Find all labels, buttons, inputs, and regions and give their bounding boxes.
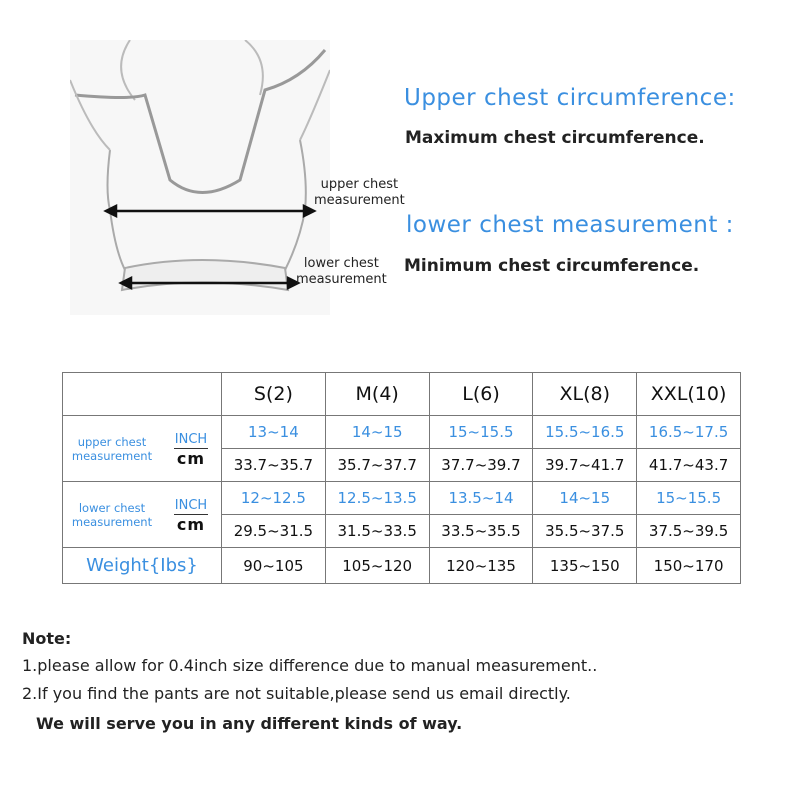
label-line: lower chest (78, 500, 146, 515)
table-row-upper-inch (63, 416, 741, 449)
lower-chest-row-label (63, 482, 162, 548)
note-title: Note: (22, 629, 72, 648)
table-cell: 135~150 (533, 548, 637, 584)
unit-inch: INCH (174, 498, 208, 513)
corner-cell (63, 373, 222, 416)
lower-chest-label (296, 256, 387, 288)
label-line: measurement (71, 514, 153, 529)
label-line: upper chest (77, 434, 147, 449)
label-line: lower chest (303, 256, 379, 271)
table-cell: 41.7~43.7 (637, 449, 741, 482)
label-line: measurement (71, 448, 153, 463)
label-line: measurement (296, 272, 387, 287)
table-cell: 90~105 (222, 548, 326, 584)
size-header: L(6) (429, 373, 533, 416)
upper-chest-desc: Maximum chest circumference. (405, 128, 705, 148)
table-cell: 12.5~13.5 (325, 482, 429, 515)
weight-row-label: Weight{Ibs} (63, 548, 222, 584)
size-header: M(4) (325, 373, 429, 416)
table-cell: 150~170 (637, 548, 741, 584)
table-cell: 35.7~37.7 (325, 449, 429, 482)
table-cell: 12~12.5 (222, 482, 326, 515)
table-cell: 120~135 (429, 548, 533, 584)
table-cell: 16.5~17.5 (637, 416, 741, 449)
table-cell: 13~14 (222, 416, 326, 449)
table-cell: 35.5~37.5 (533, 515, 637, 548)
unit-cm: cm (176, 449, 206, 468)
table-cell: 33.7~35.7 (222, 449, 326, 482)
sports-bra-sketch-illustration (70, 40, 330, 315)
label-line: measurement (314, 193, 405, 208)
table-cell: 105~120 (325, 548, 429, 584)
table-cell: 39.7~41.7 (533, 449, 637, 482)
table-cell: 37.5~39.5 (637, 515, 741, 548)
table-cell: 13.5~14 (429, 482, 533, 515)
upper-chest-label (314, 177, 405, 209)
table-cell: 15.5~16.5 (533, 416, 637, 449)
table-cell: 31.5~33.5 (325, 515, 429, 548)
table-row-lower-inch (63, 482, 741, 515)
table-cell: 14~15 (325, 416, 429, 449)
lower-chest-title: lower chest measurement : (406, 212, 734, 238)
upper-chest-row-label (63, 416, 162, 482)
lower-chest-desc: Minimum chest circumference. (404, 256, 700, 276)
table-cell: 37.7~39.7 (429, 449, 533, 482)
table-header-row (63, 373, 741, 416)
note-line-3: We will serve you in any different kinds of way. (36, 714, 463, 733)
note-line-1: 1.please allow for 0.4inch size difference due to manual measurement.. (22, 656, 598, 675)
table-row-weight (63, 548, 741, 584)
size-header: XL(8) (533, 373, 637, 416)
table-cell: 14~15 (533, 482, 637, 515)
table-cell: 15~15.5 (429, 416, 533, 449)
size-chart-table (62, 372, 741, 584)
label-line: upper chest (320, 177, 399, 192)
unit-cm: cm (176, 515, 206, 534)
size-header: XXL(10) (637, 373, 741, 416)
table-cell: 33.5~35.5 (429, 515, 533, 548)
table-cell: 15~15.5 (637, 482, 741, 515)
unit-inch: INCH (174, 432, 208, 447)
note-line-2: 2.If you find the pants are not suitable,please send us email directly. (22, 684, 571, 703)
unit-cell (161, 482, 222, 548)
size-header: S(2) (222, 373, 326, 416)
unit-cell (161, 416, 222, 482)
upper-chest-title: Upper chest circumference: (404, 85, 736, 111)
table-cell: 29.5~31.5 (222, 515, 326, 548)
